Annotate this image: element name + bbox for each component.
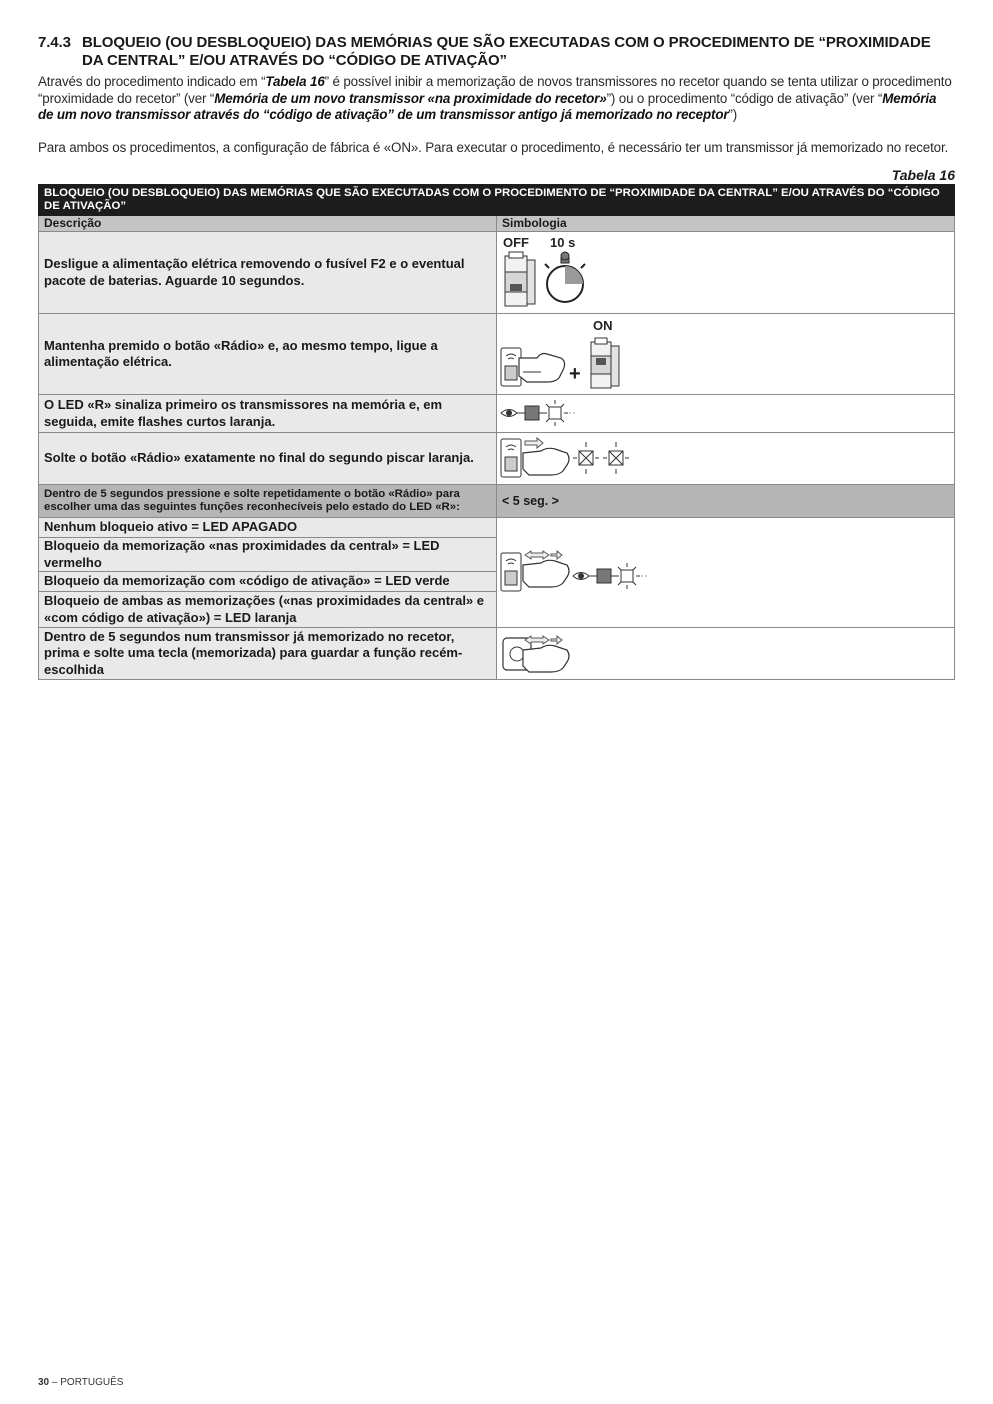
eye-icon — [501, 410, 517, 417]
intro-text: ”) ou o procedimento “código de ativação” (ver “ — [606, 90, 883, 106]
option-no-lock: Nenhum bloqueio ativo = LED APAGADO — [39, 518, 497, 538]
transmitter-key-press-icon — [497, 628, 792, 679]
time-limit-label: < 5 seg. > — [497, 485, 955, 518]
step-description: Dentro de 5 segundos num transmissor já memorizado no recetor, prima e solte uma tecla (memorizada) para guardar a função recém-escolhida — [39, 628, 497, 680]
led-on-icon — [525, 406, 539, 420]
led-flash-icon — [603, 442, 629, 474]
column-header-symbology: Simbologia — [497, 216, 955, 232]
receiver-button-icon — [501, 553, 521, 591]
press-release-arrow-icon — [525, 636, 549, 644]
intro-text: ” é possível inibir a memorização de novos transmissores no recetor quando se tenta utilizar o procedimento “proximidade do recetor” (ver “ — [38, 74, 952, 106]
release-arrow-icon — [525, 438, 543, 448]
led-flash-sequence-icon — [497, 395, 792, 432]
on-label: ON — [593, 318, 613, 333]
plus-icon: + — [569, 363, 581, 385]
table-row — [39, 628, 955, 680]
radio-button-power-on-icon — [497, 314, 792, 394]
option-row — [39, 518, 955, 538]
off-label: OFF — [503, 235, 529, 250]
step-description: Desligue a alimentação elétrica removendo o fusível F2 e o eventual pacote de baterias. Aguarde 10 segundos. — [39, 232, 497, 314]
step-description: O LED «R» sinaliza primeiro os transmissores na memória e, em seguida, emite flashes curtos laranja. — [39, 395, 497, 433]
hand-press-icon — [519, 354, 565, 383]
hand-release-icon — [523, 448, 569, 475]
receiver-button-icon — [501, 348, 521, 386]
step-symbol — [497, 314, 955, 395]
led-flash-icon — [573, 442, 599, 474]
step-symbol — [497, 395, 955, 433]
press-repeatedly-led-icon — [497, 525, 792, 621]
intro-text: ”) — [728, 107, 738, 122]
breaker-off-timer-icon — [497, 232, 792, 313]
table-row — [39, 433, 955, 485]
step-symbol — [497, 628, 955, 680]
eye-icon — [573, 572, 589, 579]
intro-text: Através do procedimento indicado em “ — [38, 74, 266, 89]
section-reference-proximity: Memória de um novo transmissor «na proximidade do recetor» — [214, 90, 607, 106]
factory-setting-paragraph: Para ambos os procedimentos, a configuração de fábrica é «ON». Para executar o procedimento, é necessário ter um transmissor já memorizado no recetor. — [38, 139, 949, 155]
step-symbol — [497, 433, 955, 485]
table-header-row — [39, 216, 955, 232]
section-title: BLOQUEIO (OU DESBLOQUEIO) DAS MEMÓRIAS QUE SÃO EXECUTADAS COM O PROCEDIMENTO DE “PROXIMIDADE DA CENTRAL” E/OU ATRAVÉS DO “CÓDIGO DE ATIVAÇÃO” — [82, 34, 931, 69]
circuit-breaker-on-icon — [591, 338, 619, 388]
page-footer — [38, 1377, 123, 1388]
hand-press-icon — [523, 560, 569, 587]
led-flash-icon — [542, 400, 568, 426]
option-proximity-lock: Bloqueio da memorização «nas proximidades da central» = LED vermelho — [39, 538, 497, 572]
release-button-icon — [497, 433, 792, 484]
procedure-table — [38, 184, 955, 680]
intro-paragraph — [38, 74, 955, 124]
step-description: Dentro de 5 segundos pressione e solte repetidamente o botão «Rádio» para escolher uma das seguintes funções reconhecíveis pelo estado do LED «R»: — [39, 485, 497, 518]
option-activation-code-lock: Bloqueio da memorização com «código de ativação» = LED verde — [39, 572, 497, 592]
table-row — [39, 314, 955, 395]
section-heading — [38, 34, 955, 70]
option-both-lock: Bloqueio de ambas as memorizações («nas proximidades da central» e «com código de ativação») = LED laranja — [39, 592, 497, 628]
press-release-arrow-icon — [525, 551, 549, 559]
section-number: 7.4.3 — [38, 34, 71, 51]
receiver-button-icon — [501, 439, 521, 477]
table-row — [39, 485, 955, 518]
document-page — [38, 34, 955, 680]
table-reference-link: Tabela 16 — [265, 74, 325, 89]
stopwatch-icon — [545, 252, 585, 302]
led-on-icon — [597, 569, 611, 583]
table-caption: Tabela 16 — [891, 167, 955, 183]
step-symbol — [497, 232, 955, 314]
table-title: BLOQUEIO (OU DESBLOQUEIO) DAS MEMÓRIAS QUE SÃO EXECUTADAS COM O PROCEDIMENTO DE “PROXIMIDADE DA CENTRAL” E/OU ATRAVÉS DO “CÓDIGO DE ATIVAÇÃO” — [39, 185, 955, 216]
page-number: 30 — [38, 1377, 50, 1388]
table-row — [39, 232, 955, 314]
footer-language: – PORTUGUÊS — [49, 1377, 124, 1388]
column-header-description: Descrição — [39, 216, 497, 232]
circuit-breaker-icon — [505, 252, 535, 306]
table-row — [39, 395, 955, 433]
step-symbol — [497, 518, 955, 628]
table-title-row — [39, 185, 955, 216]
hand-press-icon — [523, 645, 569, 672]
time-label: 10 s — [550, 235, 576, 250]
led-flash-icon — [614, 563, 640, 589]
step-description: Mantenha premido o botão «Rádio» e, ao mesmo tempo, ligue a alimentação elétrica. — [39, 314, 497, 395]
step-description: Solte o botão «Rádio» exatamente no final do segundo piscar laranja. — [39, 433, 497, 485]
section-reference-activation-code: Memória de um novo transmissor através do “código de ativação” de um transmissor antigo já memorizado no receptor — [38, 90, 937, 122]
